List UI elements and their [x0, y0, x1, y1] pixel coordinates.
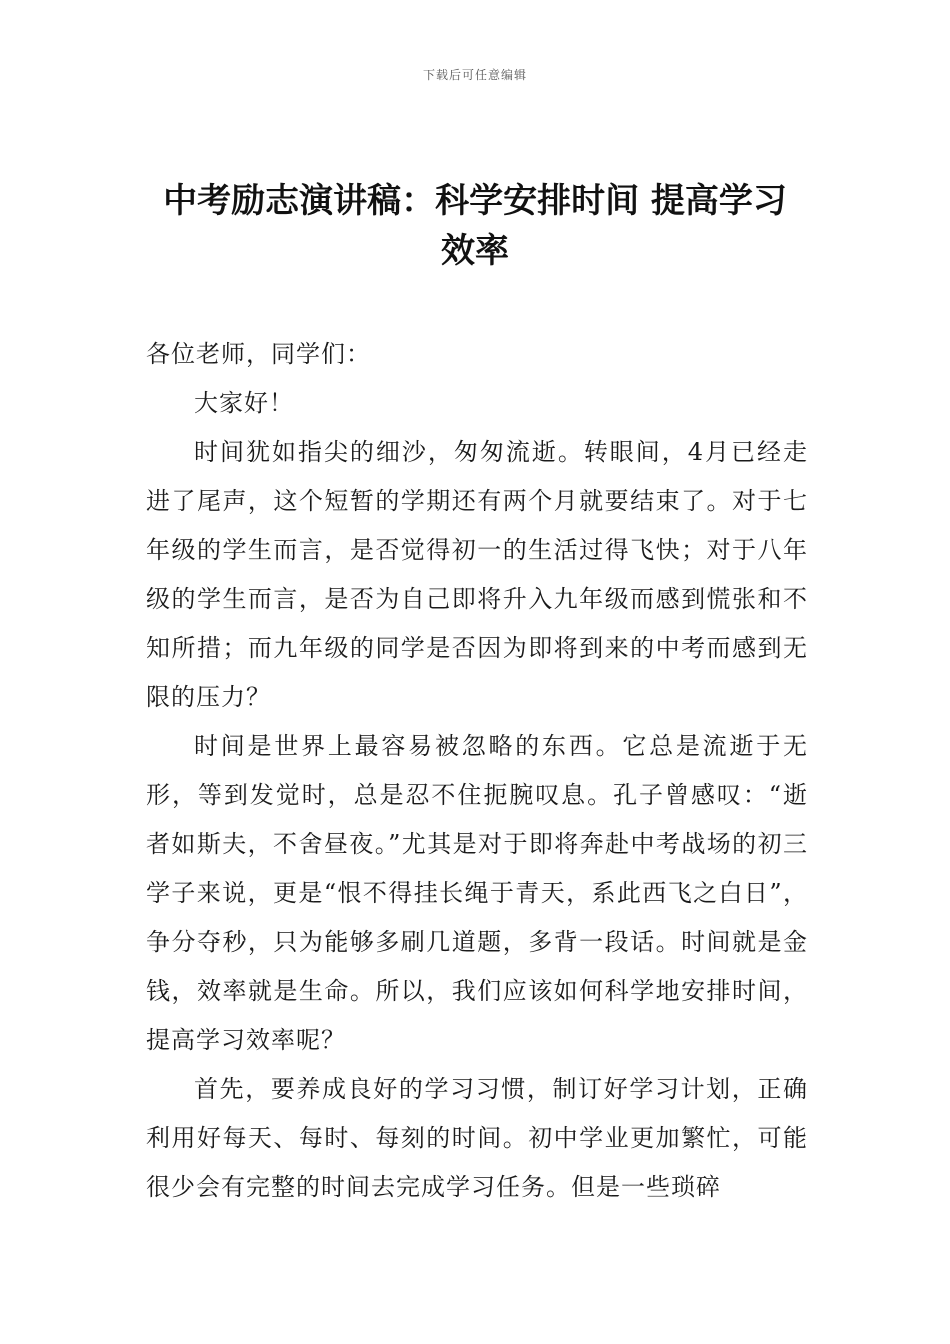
document-title [120, 176, 830, 276]
paragraph: 时间犹如指尖的细沙，匆匆流逝。转眼间，4月已经走进了尾声，这个短暂的学期还有两个月就要结束了。对于七年级的学生而言，是否觉得初一的生活过得飞快；对于八年级的学生而言，是否为自己即将升入九年级而感到慌张和不知所措；而九年级的同学是否因为即将到来的中考而感到无限的压力？ [146, 438, 808, 711]
paragraph: 时间是世界上最容易被忽略的东西。它总是流逝于无形，等到发觉时，总是忍不住扼腕叹息。孔子曾感叹：“逝者如斯夫，不舍昼夜。”尤其是对于即将奔赴中考战场的初三学子来说，更是“恨不得挂长绳于青天，系此西飞之白日”，争分夺秒，只为能够多刷几道题，多背一段话。时间就是金钱，效率就是生命。所以，我们应该如何科学地安排时间，提高学习效率呢？ [146, 732, 808, 1054]
document-body [146, 330, 808, 1212]
title-line-1: 中考励志演讲稿：科学安排时间 提高学习 [163, 181, 787, 221]
header-note: 下载后可任意编辑 [422, 68, 527, 82]
paragraph-opening: 大家好！ [194, 389, 294, 417]
title-line-2: 效率 [441, 231, 509, 271]
paragraph: 首先，要养成良好的学习习惯，制订好学习计划，正确利用好每天、每时、每刻的时间。初中学业更加繁忙，可能很少会有完整的时间去完成学习任务。但是一些琐碎 [146, 1075, 808, 1201]
greeting: 各位老师，同学们： [146, 340, 371, 368]
